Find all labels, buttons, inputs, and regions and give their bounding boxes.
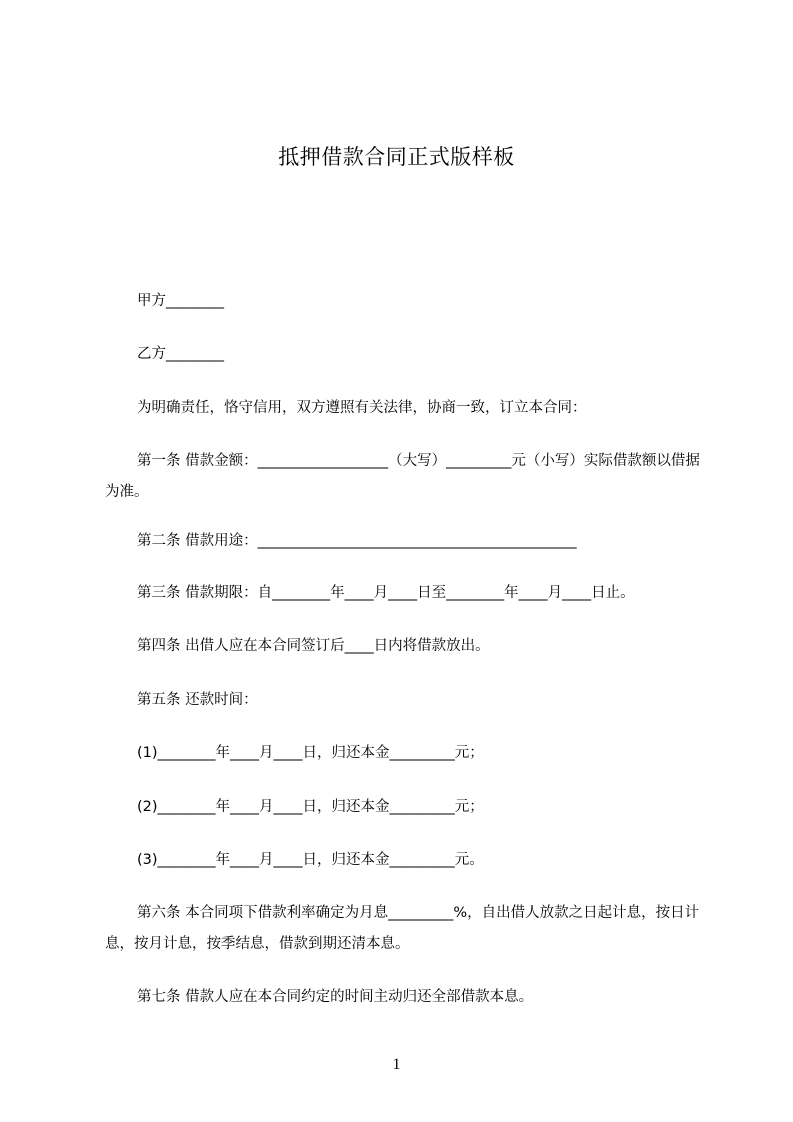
party-a-line: 甲方________ — [137, 293, 224, 309]
article-5-repayment-time: 第五条 还款时间： — [137, 692, 258, 708]
party-b-line: 乙方________ — [137, 346, 224, 362]
article-6-interest-rate: 第六条 本合同项下借款利率确定为月息_________%，自出借人放款之日起计息，按日计息，按月计息，按季结息，借款到期还清本息。 — [105, 905, 700, 952]
article-2-loan-purpose: 第二条 借款用途：____________________________________________ — [137, 533, 577, 549]
repayment-item-1: (1)________年____月____日，归还本金_________元； — [137, 745, 484, 761]
repayment-item-2: (2)________年____月____日，归还本金_________元； — [137, 799, 484, 815]
article-1-loan-amount: 第一条 借款金额：__________________（大写）_________元（小写）实际借款额以借据为准。 — [105, 453, 700, 500]
repayment-item-3: (3)________年____月____日，归还本金_________元。 — [137, 852, 484, 868]
article-4-disbursement: 第四条 出借人应在本合同签订后____日内将借款放出。 — [137, 638, 490, 654]
document-title: 抵押借款合同正式版样板 — [278, 145, 515, 169]
preamble-text: 为明确责任，恪守信用，双方遵照有关法律，协商一致，订立本合同： — [137, 400, 587, 416]
article-7-repayment-obligation: 第七条 借款人应在本合同约定的时间主动归还全部借款本息。 — [137, 989, 534, 1005]
page-number: 1 — [392, 1056, 401, 1073]
article-3-loan-term: 第三条 借款期限：自________年____月____日至________年____月____日止。 — [137, 585, 635, 601]
